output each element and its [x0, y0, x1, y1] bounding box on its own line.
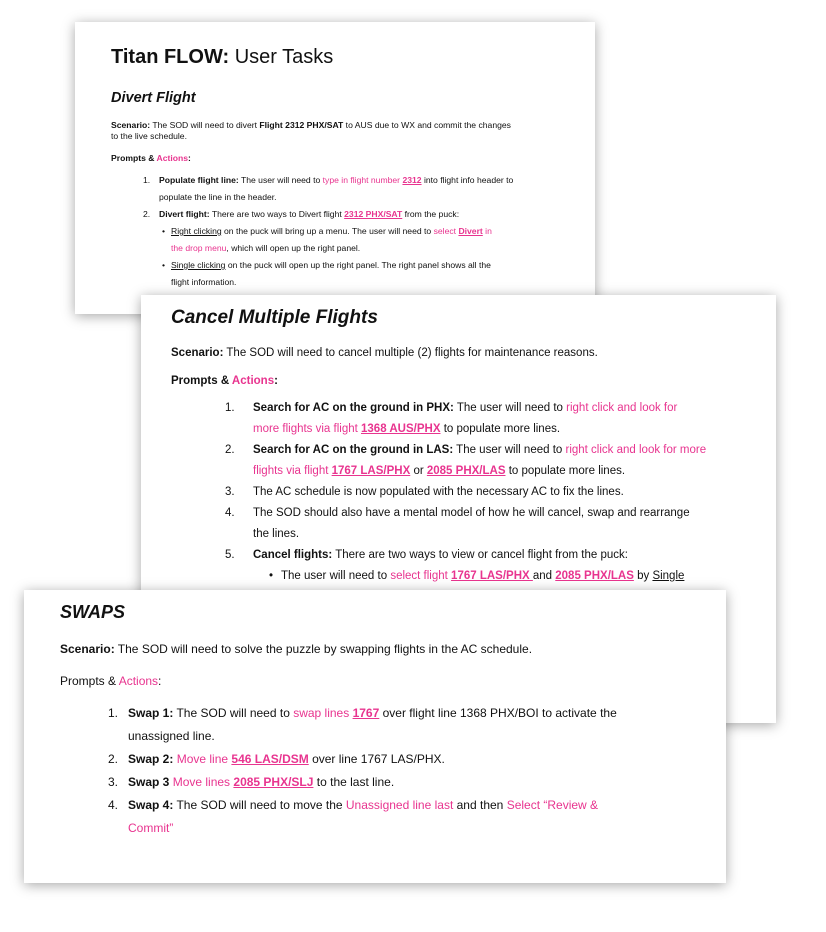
section-heading-swaps: SWAPS	[60, 602, 126, 622]
bullet-underlined: Right clicking	[171, 226, 222, 236]
list-item-number: 4.	[108, 798, 119, 812]
sub-bullet	[162, 223, 563, 257]
list-item-text: The AC schedule is now populated with the necessary AC to fix the lines.	[253, 486, 624, 498]
flight-link[interactable]: 2312	[402, 175, 422, 185]
prompts-colon: :	[188, 153, 191, 163]
prompts-list	[108, 702, 688, 840]
prompts-list	[225, 398, 725, 587]
list-item-text: the lines.	[253, 528, 300, 540]
bullet-underlined: Single	[652, 570, 685, 582]
action-text: Move line	[173, 752, 232, 766]
scenario-label: Scenario:	[111, 120, 151, 130]
sub-bullet	[162, 257, 563, 291]
bullet-text: on the puck will open up the right panel. The right panel shows all the	[225, 260, 491, 270]
scenario-paragraph	[60, 642, 532, 656]
list-item	[225, 503, 725, 545]
scenario-paragraph	[171, 347, 598, 359]
actions-label: Actions	[156, 153, 189, 163]
list-item-text: from the puck:	[402, 209, 460, 219]
prompts-heading	[60, 674, 161, 688]
list-item	[225, 440, 725, 482]
list-item-title: Divert flight:	[159, 209, 210, 219]
scenario-text: The SOD will need to solve the puzzle by swapping flights in the AC schedule.	[114, 642, 533, 656]
flight-link[interactable]: 2085 PHX/LAS	[426, 465, 506, 477]
flight-link[interactable]: 1767 LAS/PHX	[451, 570, 533, 582]
list-item-title: Populate flight line:	[159, 175, 239, 185]
list-item	[143, 172, 563, 206]
prompts-label: Prompts &	[111, 153, 157, 163]
list-item-text: to populate more lines.	[505, 465, 626, 477]
list-item-number: 1.	[143, 175, 151, 185]
action-text: in	[482, 226, 492, 236]
bullet-icon: •	[162, 260, 166, 270]
scenario-flight: Flight 2312 PHX/SAT	[259, 120, 344, 130]
flight-link[interactable]: 2312 PHX/SAT	[344, 209, 403, 219]
flight-link[interactable]: 1767	[352, 706, 380, 720]
list-item-number: 2.	[108, 752, 119, 766]
flight-link[interactable]: 546 LAS/DSM	[231, 752, 309, 766]
bullet-underlined: Single clicking	[171, 260, 226, 270]
scenario-text: The SOD will need to cancel multiple (2) flights for maintenance reasons.	[223, 347, 598, 359]
list-item	[225, 545, 725, 566]
list-item-number: 1.	[225, 402, 235, 414]
list-item-text: unassigned line.	[128, 729, 215, 743]
list-item-title: Swap 3	[128, 775, 170, 789]
bullet-text: , which will open up the right panel.	[226, 243, 361, 253]
list-item-text: The SOD will need to	[173, 706, 294, 720]
action-text: swap lines	[293, 706, 353, 720]
section-heading-cancel-flights: Cancel Multiple Flights	[171, 307, 378, 328]
list-item-number: 3.	[108, 775, 119, 789]
list-item-text: There are two ways to Divert flight	[209, 209, 345, 219]
actions-label: Actions	[118, 674, 159, 688]
list-item-text: There are two ways to view or cancel flight from the puck:	[332, 549, 628, 561]
action-text: Move lines	[169, 775, 234, 789]
list-item-number: 5.	[225, 549, 235, 561]
list-item-number: 2.	[225, 444, 235, 456]
bullet-text: The user will need to	[281, 570, 391, 582]
list-item-text: over line 1767 LAS/PHX.	[308, 752, 445, 766]
flight-link[interactable]: 1368 AUS/PHX	[361, 423, 441, 435]
list-item-text: over flight line 1368 PHX/BOI to activate the	[379, 706, 617, 720]
action-text: select flight	[390, 570, 452, 582]
action-text: more flights via flight	[253, 423, 362, 435]
prompts-label: Prompts &	[171, 375, 232, 387]
list-item	[108, 794, 688, 840]
list-item-number: 2.	[143, 209, 151, 219]
list-item-text: into flight info header to	[421, 175, 514, 185]
list-item-number: 3.	[225, 486, 235, 498]
document-page-divert-flight	[75, 22, 595, 314]
list-item-text: populate the line in the header.	[159, 192, 277, 202]
scenario-paragraph	[111, 120, 571, 142]
list-item-title: Swap 4:	[128, 798, 174, 812]
prompts-colon: :	[274, 375, 278, 387]
page-title-bold: Titan FLOW:	[111, 46, 230, 68]
list-item-text: to populate more lines.	[440, 423, 561, 435]
list-item-title: Cancel flights:	[253, 549, 333, 561]
prompts-colon: :	[158, 674, 162, 688]
list-item-text: The user will need to	[238, 175, 323, 185]
action-text: Commit”	[128, 821, 174, 835]
divert-link[interactable]: Divert	[458, 226, 483, 236]
scenario-text: The SOD will need to divert	[150, 120, 260, 130]
flight-link[interactable]: 1767 LAS/PHX	[331, 465, 411, 477]
page-title-rest: User Tasks	[229, 46, 334, 68]
bullet-text: and	[532, 570, 556, 582]
prompts-heading	[111, 153, 191, 164]
prompts-heading	[171, 375, 278, 387]
action-text: right click and look for more	[565, 444, 707, 456]
list-item	[108, 748, 688, 771]
bullet-text: by	[633, 570, 653, 582]
bullet-text: flight information.	[171, 277, 237, 287]
scenario-label: Scenario:	[171, 347, 224, 359]
list-item	[225, 398, 725, 440]
action-text: right click and look for	[566, 402, 678, 414]
document-page-swaps	[24, 590, 726, 883]
scenario-text-b: to AUS due to WX and commit the changes	[343, 120, 511, 130]
list-item-text: to the last line.	[313, 775, 395, 789]
flight-link[interactable]: 2085 PHX/SLJ	[233, 775, 314, 789]
scenario-label: Scenario:	[60, 642, 115, 656]
list-item	[225, 482, 725, 503]
flight-link[interactable]: 2085 PHX/LAS	[555, 570, 634, 582]
scenario-text-c: to the live schedule.	[111, 131, 187, 141]
list-item	[108, 771, 688, 794]
list-item-number: 4.	[225, 507, 235, 519]
list-item	[108, 702, 688, 748]
action-text: select	[433, 226, 459, 236]
list-item-text: The SOD will need to move the	[173, 798, 346, 812]
list-item	[143, 206, 563, 223]
list-item-text: and then	[453, 798, 507, 812]
list-item-title: Search for AC on the ground in LAS:	[253, 444, 454, 456]
list-item-text: The SOD should also have a mental model of how he will cancel, swap and rearrange	[253, 507, 690, 519]
section-heading-divert-flight: Divert Flight	[111, 90, 196, 106]
bullet-icon: •	[162, 226, 166, 236]
list-item-text: or	[410, 465, 427, 477]
list-item-number: 1.	[108, 706, 119, 720]
bullet-icon: •	[269, 570, 274, 582]
prompts-list	[143, 172, 563, 308]
actions-label: Actions	[231, 375, 275, 387]
action-text: Unassigned line last	[345, 798, 454, 812]
page-title	[111, 46, 333, 69]
list-item-title: Search for AC on the ground in PHX:	[253, 402, 454, 414]
list-item-text: The user will need to	[453, 444, 566, 456]
action-text: flights via flight	[253, 465, 332, 477]
action-text: type in flight number	[322, 175, 403, 185]
list-item-title: Swap 2:	[128, 752, 174, 766]
list-item-text: The user will need to	[453, 402, 567, 414]
prompts-label: Prompts &	[60, 674, 119, 688]
sub-bullet	[269, 566, 725, 587]
action-text: the drop menu	[171, 243, 227, 253]
list-item-title: Swap 1:	[128, 706, 174, 720]
action-text: Select “Review &	[506, 798, 599, 812]
bullet-text: on the puck will bring up a menu. The user will need to	[221, 226, 434, 236]
